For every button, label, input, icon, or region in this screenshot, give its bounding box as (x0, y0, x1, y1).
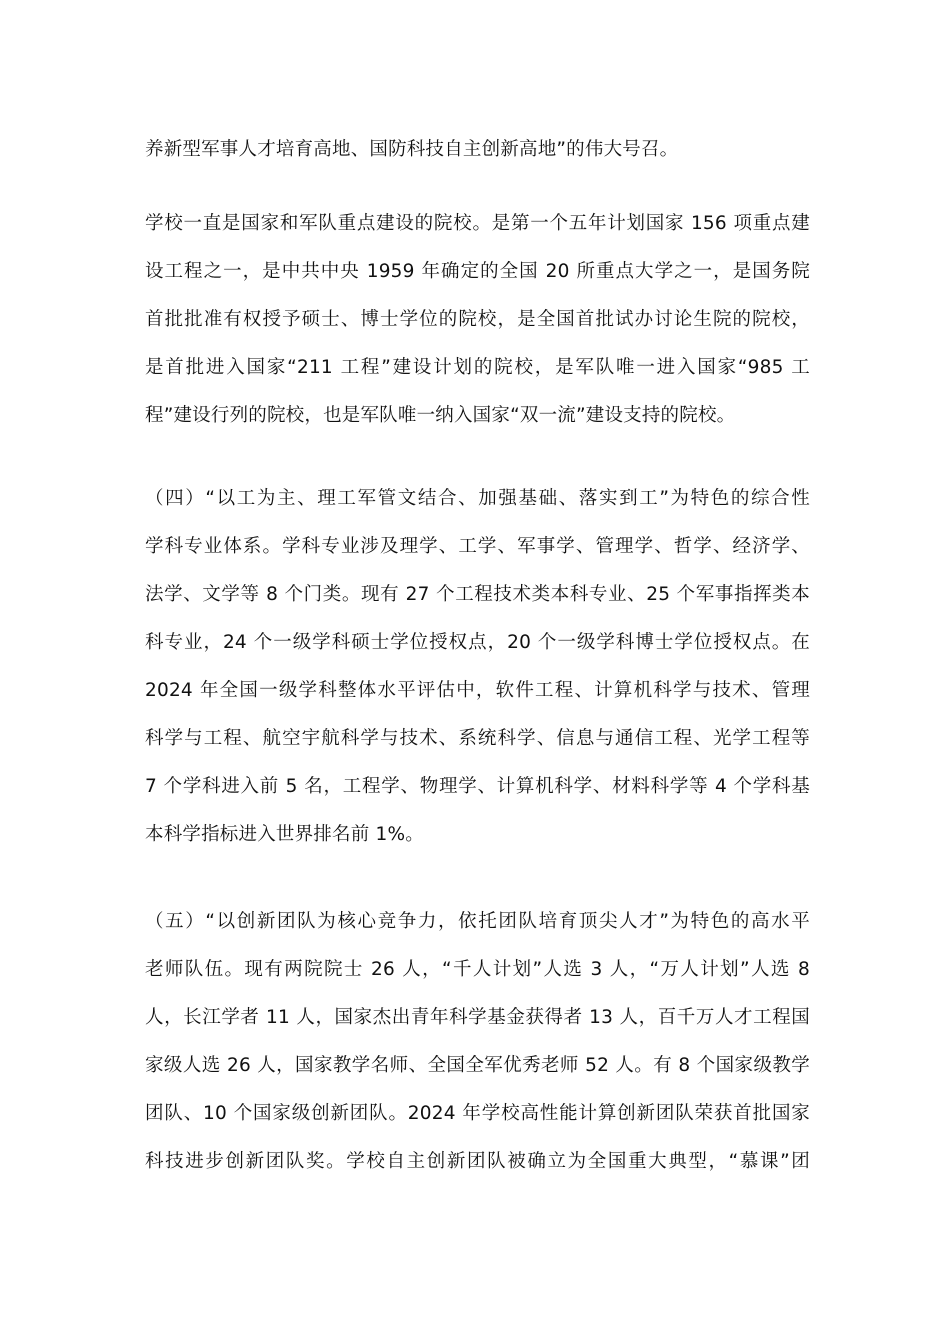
paragraph-line: 设工程之一，是中共中央 1959 年确定的全国 20 所重点大学之一，是国务院 (145, 261, 810, 282)
paragraph-line: 学科专业体系。学科专业涉及理学、工学、军事学、管理学、哲学、经济学、 (145, 536, 810, 557)
paragraph-4 (145, 898, 810, 1186)
paragraph-line: 团队、10 个国家级创新团队。2024 年学校高性能计算创新团队荣获首批国家 (145, 1103, 810, 1124)
paragraph-line: 首批批准有权授予硕士、博士学位的院校，是全国首批试办讨论生院的院校， (145, 309, 810, 330)
paragraph-line: 科专业，24 个一级学科硕士学位授权点，20 个一级学科博士学位授权点。在 (145, 632, 810, 653)
paragraph-line: 2024 年全国一级学科整体水平评估中，软件工程、计算机科学与技术、管理 (145, 680, 810, 701)
paragraph-line: 家级人选 26 人，国家教学名师、全国全军优秀老师 52 人。有 8 个国家级教学 (145, 1055, 810, 1076)
paragraph-line: 本科学指标进入世界排名前 1%。 (145, 824, 424, 845)
paragraph-2 (145, 200, 810, 440)
paragraph-line: 科学与工程、航空宇航科学与技术、系统科学、信息与通信工程、光学工程等 (145, 728, 810, 749)
paragraph-line: 老师队伍。现有两院院士 26 人，“千人计划”人选 3 人，“万人计划”人选 8 (145, 959, 810, 980)
paragraph-line: 是首批进入国家“211 工程”建设计划的院校，是军队唯一进入国家“985 工 (145, 357, 810, 378)
paragraph-line: （四）“以工为主、理工军管文结合、加强基础、落实到工”为特色的综合性 (145, 488, 810, 509)
paragraph-1 (145, 126, 810, 174)
paragraph-line: 程”建设行列的院校，也是军队唯一纳入国家“双一流”建设支持的院校。 (145, 405, 736, 426)
paragraph-line: 学校一直是国家和军队重点建设的院校。是第一个五年计划国家 156 项重点建 (145, 213, 810, 234)
paragraph-3 (145, 475, 810, 859)
paragraph-line: 养新型军事人才培育高地、国防科技自主创新高地”的伟大号召。 (145, 139, 679, 160)
paragraph-line: 科技进步创新团队奖。学校自主创新团队被确立为全国重大典型，“慕课”团 (145, 1151, 810, 1172)
paragraph-line: （五）“以创新团队为核心竞争力，依托团队培育顶尖人才”为特色的高水平 (145, 911, 810, 932)
paragraph-line: 7 个学科进入前 5 名，工程学、物理学、计算机科学、材料科学等 4 个学科基 (145, 776, 810, 797)
paragraph-line: 法学、文学等 8 个门类。现有 27 个工程技术类本科专业、25 个军事指挥类本 (145, 584, 810, 605)
paragraph-line: 人，长江学者 11 人，国家杰出青年科学基金获得者 13 人，百千万人才工程国 (145, 1007, 810, 1028)
